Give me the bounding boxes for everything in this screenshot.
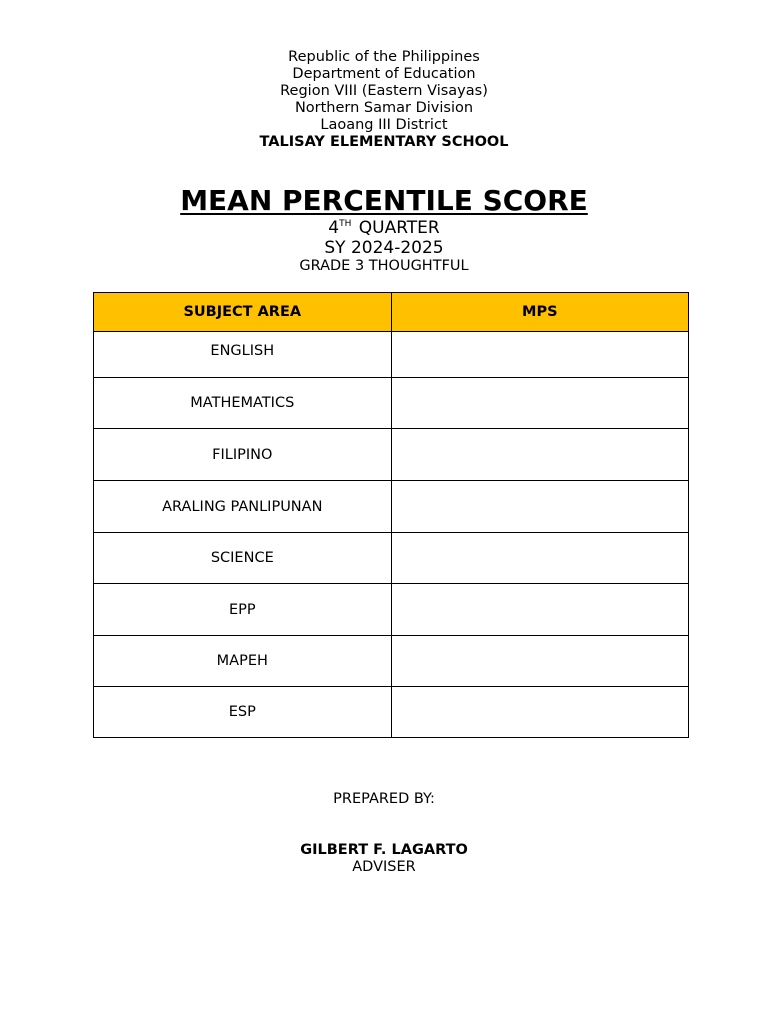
table-row (94, 636, 689, 687)
quarter-label: QUARTER (358, 218, 440, 238)
subject-area-cell: SCIENCE (94, 533, 392, 584)
column-header-mps: MPS (391, 293, 688, 332)
mps-value-cell (391, 533, 688, 584)
subject-area-cell: FILIPINO (94, 429, 392, 481)
header-line-district: Laoang III District (320, 117, 448, 133)
header-line-department: Department of Education (292, 66, 476, 82)
subject-area-cell: ARALING PANLIPUNAN (94, 481, 392, 533)
quarter-number: 4 (328, 218, 340, 238)
signatory-position: ADVISER (352, 859, 416, 875)
document-header (0, 49, 768, 151)
subject-area-cell: MAPEH (94, 636, 392, 687)
grade-section: GRADE 3 THOUGHTFUL (299, 258, 469, 274)
table-row (94, 378, 689, 429)
header-line-region: Region VIII (Eastern Visayas) (280, 83, 488, 99)
header-line-republic: Republic of the Philippines (288, 49, 480, 65)
school-year: SY 2024-2025 (324, 238, 444, 258)
mps-value-cell (391, 429, 688, 481)
subject-area-cell: MATHEMATICS (94, 378, 392, 429)
quarter-line (0, 218, 768, 238)
table-row (94, 584, 689, 636)
mps-value-cell (391, 584, 688, 636)
table-row (94, 332, 689, 378)
column-header-subject-area: SUBJECT AREA (94, 293, 392, 332)
mps-value-cell (391, 332, 688, 378)
subject-area-cell: ESP (94, 687, 392, 738)
header-line-division: Northern Samar Division (294, 100, 474, 116)
table-row (94, 481, 689, 533)
subject-area-cell: ENGLISH (94, 332, 392, 378)
table-row (94, 533, 689, 584)
document-title-block (0, 184, 768, 218)
prepared-by-label: PREPARED BY: (333, 791, 435, 807)
table-row (94, 687, 689, 738)
school-name: TALISAY ELEMENTARY SCHOOL (259, 134, 509, 150)
mps-value-cell (391, 378, 688, 429)
table-row (94, 429, 689, 481)
signatory-block (0, 842, 768, 876)
mps-value-cell (391, 687, 688, 738)
mps-value-cell (391, 481, 688, 533)
quarter-ordinal-suffix: TH (339, 219, 352, 229)
table-header-row (94, 293, 689, 332)
document-title: MEAN PERCENTILE SCORE (180, 184, 588, 217)
subject-area-cell: EPP (94, 584, 392, 636)
mps-table (93, 292, 689, 738)
signatory-name: GILBERT F. LAGARTO (300, 842, 468, 858)
mps-value-cell (391, 636, 688, 687)
